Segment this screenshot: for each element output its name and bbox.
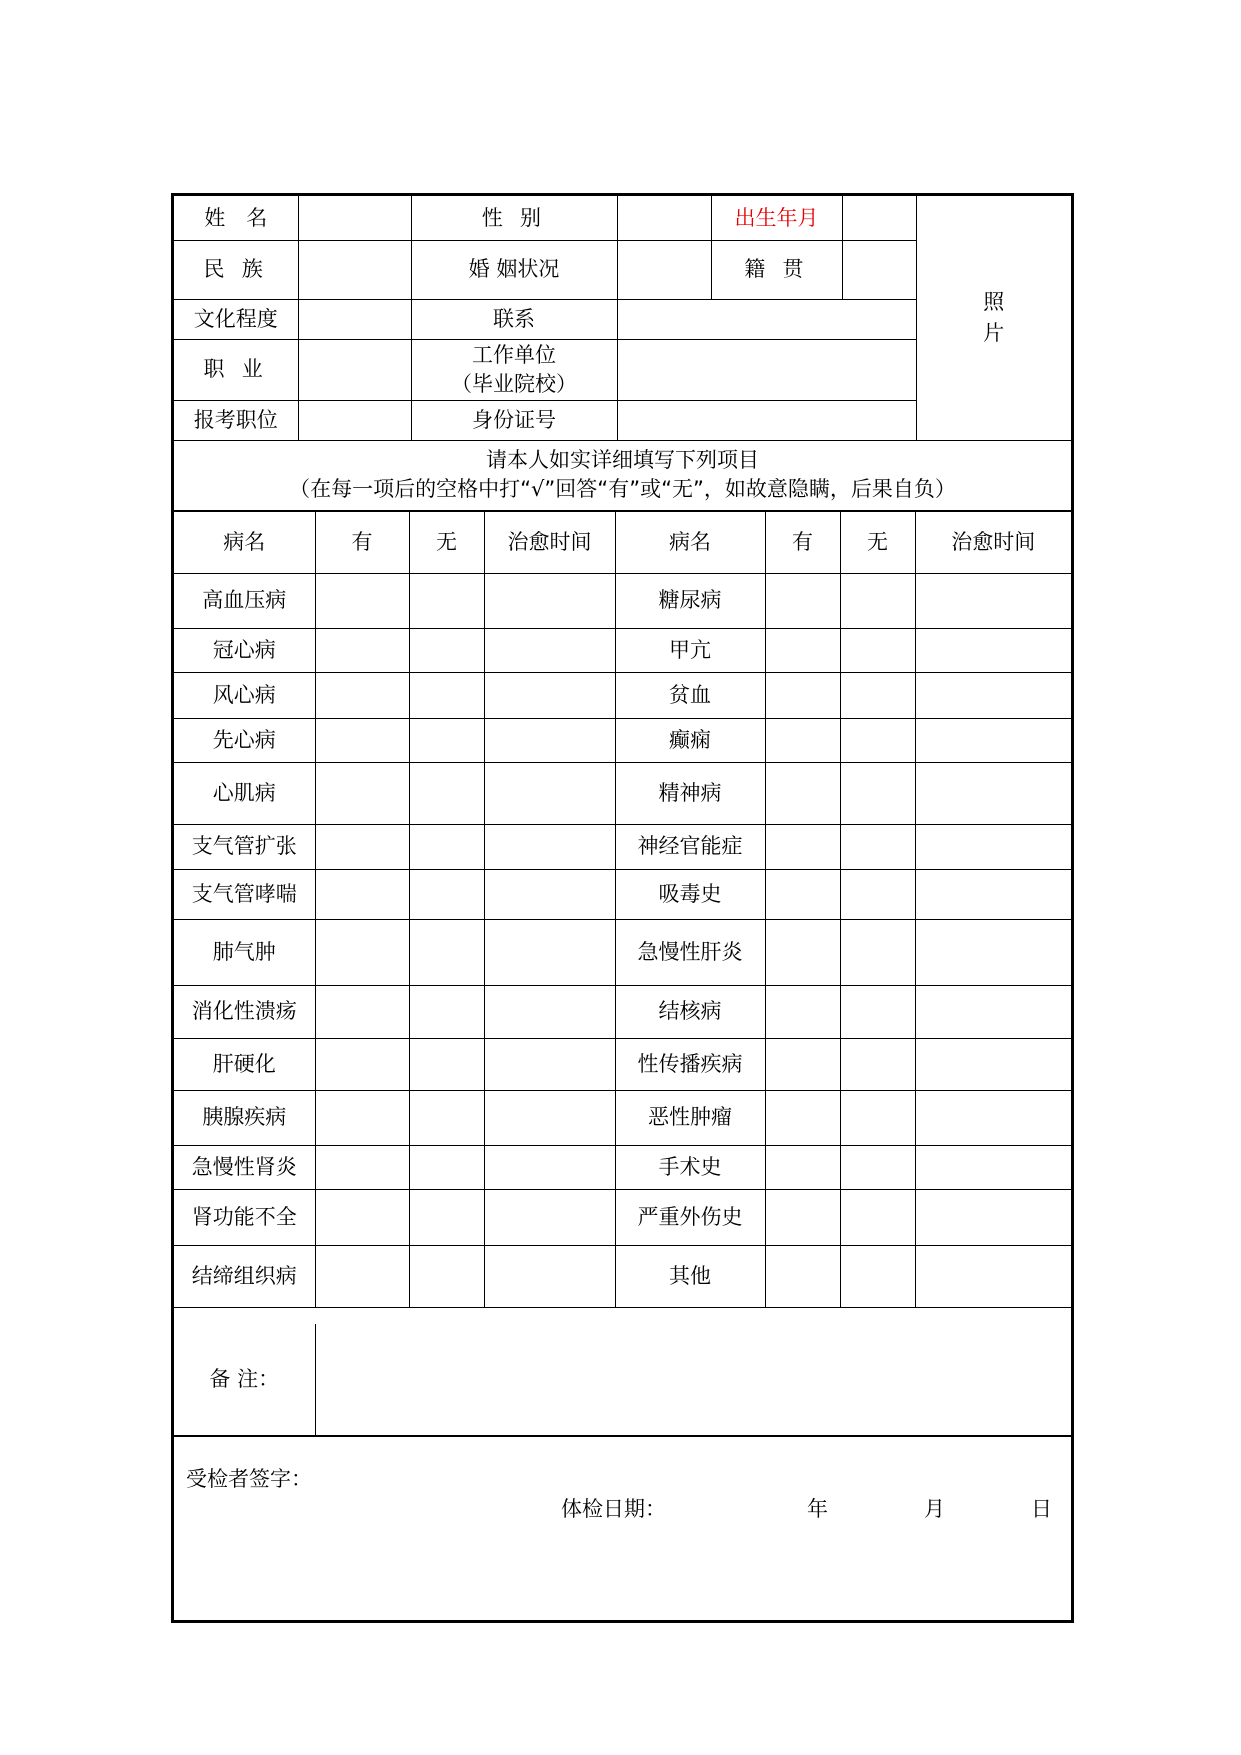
cure-time-field[interactable] <box>484 985 615 1038</box>
none-checkbox[interactable] <box>409 1090 484 1145</box>
has-checkbox[interactable] <box>765 1145 840 1189</box>
has-checkbox[interactable] <box>315 1145 409 1189</box>
cure-time-field[interactable] <box>915 672 1071 718</box>
none-checkbox[interactable] <box>840 1038 915 1090</box>
has-checkbox[interactable] <box>765 985 840 1038</box>
disease-name-right: 贫血 <box>615 672 765 718</box>
signature-section <box>174 1436 1071 1620</box>
none-checkbox[interactable] <box>840 573 915 628</box>
disease-name-right: 其他 <box>615 1245 765 1307</box>
has-checkbox[interactable] <box>765 869 840 919</box>
cure-time-field[interactable] <box>484 869 615 919</box>
cure-time-field[interactable] <box>484 762 615 824</box>
notice <box>174 440 1071 511</box>
disease-name-left: 心肌病 <box>174 762 315 824</box>
none-checkbox[interactable] <box>840 1245 915 1307</box>
none-checkbox[interactable] <box>409 718 484 762</box>
has-checkbox[interactable] <box>315 573 409 628</box>
cure-time-field[interactable] <box>915 1189 1071 1245</box>
cure-time-field[interactable] <box>915 985 1071 1038</box>
header-3: 治愈时间 <box>484 511 615 573</box>
disease-name-left: 消化性溃疡 <box>174 985 315 1038</box>
cure-time-field[interactable] <box>915 919 1071 985</box>
date-month-label: 月 <box>924 1497 945 1521</box>
info-table <box>174 196 1071 512</box>
none-checkbox[interactable] <box>409 1145 484 1189</box>
marital-label: 婚 姻状况 <box>411 240 617 299</box>
native-field[interactable] <box>842 240 916 299</box>
has-checkbox[interactable] <box>765 573 840 628</box>
has-checkbox[interactable] <box>765 762 840 824</box>
disease-name-left: 急慢性肾炎 <box>174 1145 315 1189</box>
none-checkbox[interactable] <box>840 672 915 718</box>
disease-name-left: 高血压病 <box>174 573 315 628</box>
disease-name-left: 冠心病 <box>174 628 315 672</box>
header-2: 无 <box>409 511 484 573</box>
cure-time-field[interactable] <box>915 573 1071 628</box>
none-checkbox[interactable] <box>409 824 484 869</box>
disease-name-left: 支气管扩张 <box>174 824 315 869</box>
none-checkbox[interactable] <box>409 672 484 718</box>
exam-date-label: 体检日期： <box>561 1497 666 1521</box>
id-label: 身份证号 <box>411 400 617 440</box>
disease-name-right: 甲亢 <box>615 628 765 672</box>
cure-time-field[interactable] <box>484 573 615 628</box>
header-6: 无 <box>840 511 915 573</box>
gender-field[interactable] <box>617 196 711 240</box>
disease-name-right: 糖尿病 <box>615 573 765 628</box>
cure-time-field[interactable] <box>484 1038 615 1090</box>
none-checkbox[interactable] <box>840 919 915 985</box>
notice-line1: 请本人如实详细填写下列项目 <box>486 447 759 472</box>
gender-label: 性 别 <box>411 196 617 240</box>
has-checkbox[interactable] <box>315 762 409 824</box>
date-year-label: 年 <box>807 1497 828 1521</box>
cure-time-field[interactable] <box>915 1038 1071 1090</box>
disease-name-right: 性传播疾病 <box>615 1038 765 1090</box>
header-5: 有 <box>765 511 840 573</box>
notice-line2: （在每一项后的空格中打“√”回答“有”或“无”，如故意隐瞒，后果自负） <box>289 477 956 502</box>
none-checkbox[interactable] <box>840 985 915 1038</box>
has-checkbox[interactable] <box>315 718 409 762</box>
disease-name-right: 严重外伤史 <box>615 1189 765 1245</box>
remarks-field[interactable] <box>315 1324 1071 1436</box>
none-checkbox[interactable] <box>840 718 915 762</box>
cure-time-field[interactable] <box>915 1245 1071 1307</box>
cure-time-field[interactable] <box>915 718 1071 762</box>
none-checkbox[interactable] <box>409 985 484 1038</box>
disease-name-right: 癫痫 <box>615 718 765 762</box>
workplace-field[interactable] <box>617 339 916 400</box>
cure-time-field[interactable] <box>915 1145 1071 1189</box>
cure-time-field[interactable] <box>915 1090 1071 1145</box>
cure-time-field[interactable] <box>484 628 615 672</box>
disease-name-left: 结缔组织病 <box>174 1245 315 1307</box>
disease-table <box>174 511 1071 1308</box>
cure-time-field[interactable] <box>484 824 615 869</box>
cure-time-field[interactable] <box>484 919 615 985</box>
workplace-label: 工作单位 （毕业院校） <box>411 339 617 400</box>
birth-field[interactable] <box>842 196 916 240</box>
has-checkbox[interactable] <box>765 718 840 762</box>
disease-name-right: 恶性肿瘤 <box>615 1090 765 1145</box>
disease-name-right: 神经官能症 <box>615 824 765 869</box>
cure-time-field[interactable] <box>915 824 1071 869</box>
has-checkbox[interactable] <box>315 1090 409 1145</box>
occupation-label: 职 业 <box>174 339 298 400</box>
disease-name-left: 肾功能不全 <box>174 1189 315 1245</box>
contact-field[interactable] <box>617 299 916 339</box>
has-checkbox[interactable] <box>315 824 409 869</box>
has-checkbox[interactable] <box>315 1038 409 1090</box>
disease-name-left: 胰腺疾病 <box>174 1090 315 1145</box>
date-day-label: 日 <box>1031 1497 1052 1521</box>
native-label: 籍 贯 <box>711 240 842 299</box>
name-field[interactable] <box>298 196 411 240</box>
has-checkbox[interactable] <box>315 672 409 718</box>
health-declaration-form <box>171 193 1074 1623</box>
position-label: 报考职位 <box>174 400 298 440</box>
cure-time-field[interactable] <box>484 1145 615 1189</box>
has-checkbox[interactable] <box>315 919 409 985</box>
ethnicity-label: 民 族 <box>174 240 298 299</box>
none-checkbox[interactable] <box>409 1038 484 1090</box>
header-4: 病名 <box>615 511 765 573</box>
none-checkbox[interactable] <box>409 628 484 672</box>
none-checkbox[interactable] <box>840 1090 915 1145</box>
contact-label: 联系 <box>411 299 617 339</box>
remarks-table <box>174 1324 1071 1437</box>
cure-time-field[interactable] <box>484 1189 615 1245</box>
has-checkbox[interactable] <box>765 1189 840 1245</box>
position-field[interactable] <box>298 400 411 440</box>
disease-name-right: 急慢性肝炎 <box>615 919 765 985</box>
disease-name-left: 风心病 <box>174 672 315 718</box>
none-checkbox[interactable] <box>840 1145 915 1189</box>
marital-field[interactable] <box>617 240 711 299</box>
disease-name-right: 结核病 <box>615 985 765 1038</box>
none-checkbox[interactable] <box>409 919 484 985</box>
none-checkbox[interactable] <box>409 869 484 919</box>
education-field[interactable] <box>298 299 411 339</box>
cure-time-field[interactable] <box>915 628 1071 672</box>
photo-label: 照 片 <box>983 290 1005 345</box>
signer-label: 受检者签字： <box>186 1467 312 1491</box>
has-checkbox[interactable] <box>765 1090 840 1145</box>
disease-name-right: 手术史 <box>615 1145 765 1189</box>
none-checkbox[interactable] <box>840 1189 915 1245</box>
ethnicity-field[interactable] <box>298 240 411 299</box>
cure-time-field[interactable] <box>484 1245 615 1307</box>
none-checkbox[interactable] <box>840 869 915 919</box>
has-checkbox[interactable] <box>315 1245 409 1307</box>
has-checkbox[interactable] <box>315 1189 409 1245</box>
has-checkbox[interactable] <box>765 919 840 985</box>
cure-time-field[interactable] <box>484 718 615 762</box>
has-checkbox[interactable] <box>315 869 409 919</box>
none-checkbox[interactable] <box>409 1189 484 1245</box>
header-7: 治愈时间 <box>915 511 1071 573</box>
has-checkbox[interactable] <box>765 1245 840 1307</box>
id-field[interactable] <box>617 400 916 440</box>
has-checkbox[interactable] <box>315 985 409 1038</box>
cure-time-field[interactable] <box>484 1090 615 1145</box>
photo-cell[interactable] <box>916 196 1071 440</box>
none-checkbox[interactable] <box>409 573 484 628</box>
name-label: 姓 名 <box>174 196 298 240</box>
has-checkbox[interactable] <box>315 628 409 672</box>
disease-name-right: 吸毒史 <box>615 869 765 919</box>
none-checkbox[interactable] <box>409 1245 484 1307</box>
disease-name-left: 肺气肿 <box>174 919 315 985</box>
cure-time-field[interactable] <box>484 672 615 718</box>
disease-name-left: 支气管哮喘 <box>174 869 315 919</box>
cure-time-field[interactable] <box>915 762 1071 824</box>
occupation-field[interactable] <box>298 339 411 400</box>
cure-time-field[interactable] <box>915 869 1071 919</box>
disease-name-left: 肝硬化 <box>174 1038 315 1090</box>
has-checkbox[interactable] <box>765 628 840 672</box>
none-checkbox[interactable] <box>840 628 915 672</box>
header-1: 有 <box>315 511 409 573</box>
education-label: 文化程度 <box>174 299 298 339</box>
disease-name-right: 精神病 <box>615 762 765 824</box>
has-checkbox[interactable] <box>765 824 840 869</box>
header-0: 病名 <box>174 511 315 573</box>
none-checkbox[interactable] <box>840 762 915 824</box>
disease-name-left: 先心病 <box>174 718 315 762</box>
remarks-label: 备 注： <box>174 1324 315 1436</box>
none-checkbox[interactable] <box>840 824 915 869</box>
has-checkbox[interactable] <box>765 672 840 718</box>
none-checkbox[interactable] <box>409 762 484 824</box>
has-checkbox[interactable] <box>765 1038 840 1090</box>
birth-label: 出生年月 <box>711 196 842 240</box>
